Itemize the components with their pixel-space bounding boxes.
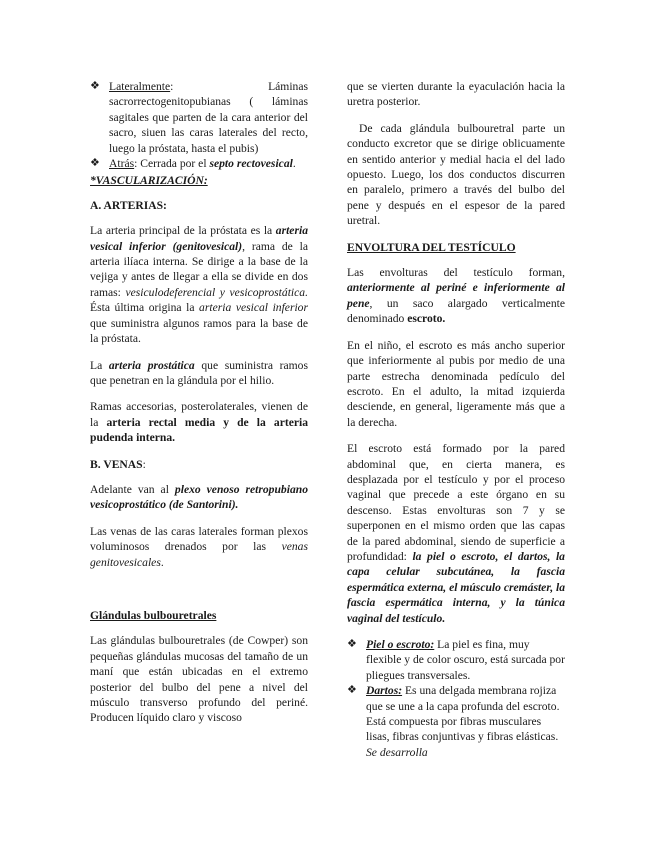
paragraph-escroto-nino: En el niño, el escroto es más ancho superior que inferiormente al pubis por medio de una parte estrecha denominada pedículo del escroto. En el adulto, la mitad izquierda desciende, en general, ligeramente más que a la derecha.: [347, 338, 565, 429]
heading-venas: B. VENAS:: [90, 457, 146, 471]
heading-glandulas-bulbouretrales: Glándulas bulbouretrales: [90, 608, 217, 622]
paragraph-escroto-formado: El escroto está formado por la pared abdominal que, en cierta manera, es desplazada por el testículo y por el proceso vaginal que precede a este órgano en su descenso. Estas envolturas son 7 y se superponen en el mismo orden que las capas de la pared abdominal, siendo de superficie a profundidad: la piel o escroto, el dartos, la capa celular subcutánea, la fascia espermática externa, el músculo cremáster, la fascia espermática interna, y la túnica vaginal del testículo.: [347, 442, 566, 625]
diamond-bullet-icon: ❖: [90, 80, 100, 92]
bullet-dartos: ❖ Dartos: Es una delgada membrana rojiza que se une a la capa profunda del escroto. Está compuesta por fibras musculares lisas, fibras conjuntivas y fibras elásticas. Se desarrolla: [347, 684, 560, 759]
paragraph-envolturas: Las envolturas del testículo forman, anteriormente al periné e inferiormente al pene, un saco alargado verticalmente denominado escroto.: [347, 266, 565, 326]
paragraph-arteria-principal: La arteria principal de la próstata es la arteria vesical inferior (genitovesical), rama de la arteria ilíaca interna. Se dirige a la base de la vejiga y antes de llegar a ella se divide en dos ramas: vesiculodeferencial y vesicoprostática. Ésta última origina la arteria vesical inferior que suministra algunos ramos para la base de la próstata.: [90, 224, 309, 346]
term-atras: Atrás: [109, 157, 135, 171]
left-column: [90, 79, 308, 726]
heading-arterias: A. ARTERIAS:: [90, 198, 167, 212]
diamond-bullet-icon: ❖: [347, 638, 357, 650]
heading-vascularizacion: *VASCULARIZACIÓN:: [90, 174, 208, 188]
bullet-lateralmente: ❖ Lateralmente: Láminas sacrorrectogenitopubianas ( láminas sagitales que parten de la cara anterior del sacro, siuen las caras laterales del recto, luego la próstata, hasta el pubis): [90, 80, 308, 155]
paragraph-plexo-venoso: Adelante van al plexo venoso retropubiano vesicoprostático (de Santorini).: [90, 482, 308, 512]
bullet-atras: ❖ Atrás: Cerrada por el septo rectovesical.: [90, 157, 296, 171]
right-column: [347, 79, 565, 760]
paragraph-eyaculacion: que se vierten durante la eyaculación hacia la uretra posterior.: [347, 80, 565, 109]
term-septo-rectovesical: septo rectovesical: [209, 157, 293, 171]
paragraph-venas-laterales: Las venas de las caras laterales forman plexos voluminosos drenados por las venas genitovesicales.: [90, 524, 308, 569]
diamond-bullet-icon: ❖: [347, 684, 357, 697]
bullet-piel-escroto: ❖ Piel o escroto: La piel es fina, muy flexible y de color oscuro, está surcada por pliegues transversales.: [347, 638, 565, 682]
paragraph-glandulas: Las glándulas bulbouretrales (de Cowper) son pequeñas glándulas mucosas del tamaño de un maní que están ubicadas en el extremo posterior del bulbo del pene a nivel del músculo transverso profundo del periné. Producen líquido claro y viscoso: [90, 634, 308, 725]
paragraph-arteria-prostatica: La arteria prostática que suministra ramos que penetran en la glándula por el hilio.: [90, 358, 308, 387]
diamond-bullet-icon: ❖: [90, 157, 100, 170]
heading-envoltura-testiculo: ENVOLTURA DEL TESTÍCULO: [347, 240, 516, 254]
term-piel-escroto: Piel o escroto:: [366, 638, 435, 651]
paragraph-conducto-excretor: De cada glándula bulbouretral parte un conducto excretor que se dirige oblicuamente en sentido anterior y medial hacia el del lado opuesto. Luego, los dos conductos discurren en paralelo, primero a través del bulbo del pene y después en el espesor de la pared uretral.: [347, 121, 565, 228]
term-dartos: Dartos:: [366, 684, 403, 698]
paragraph-ramas-accesorias: Ramas accesorias, posterolaterales, vienen de la arteria rectal media y de la arteria pudenda interna.: [90, 400, 309, 445]
term-lateralmente: Lateralmente: [109, 80, 171, 93]
